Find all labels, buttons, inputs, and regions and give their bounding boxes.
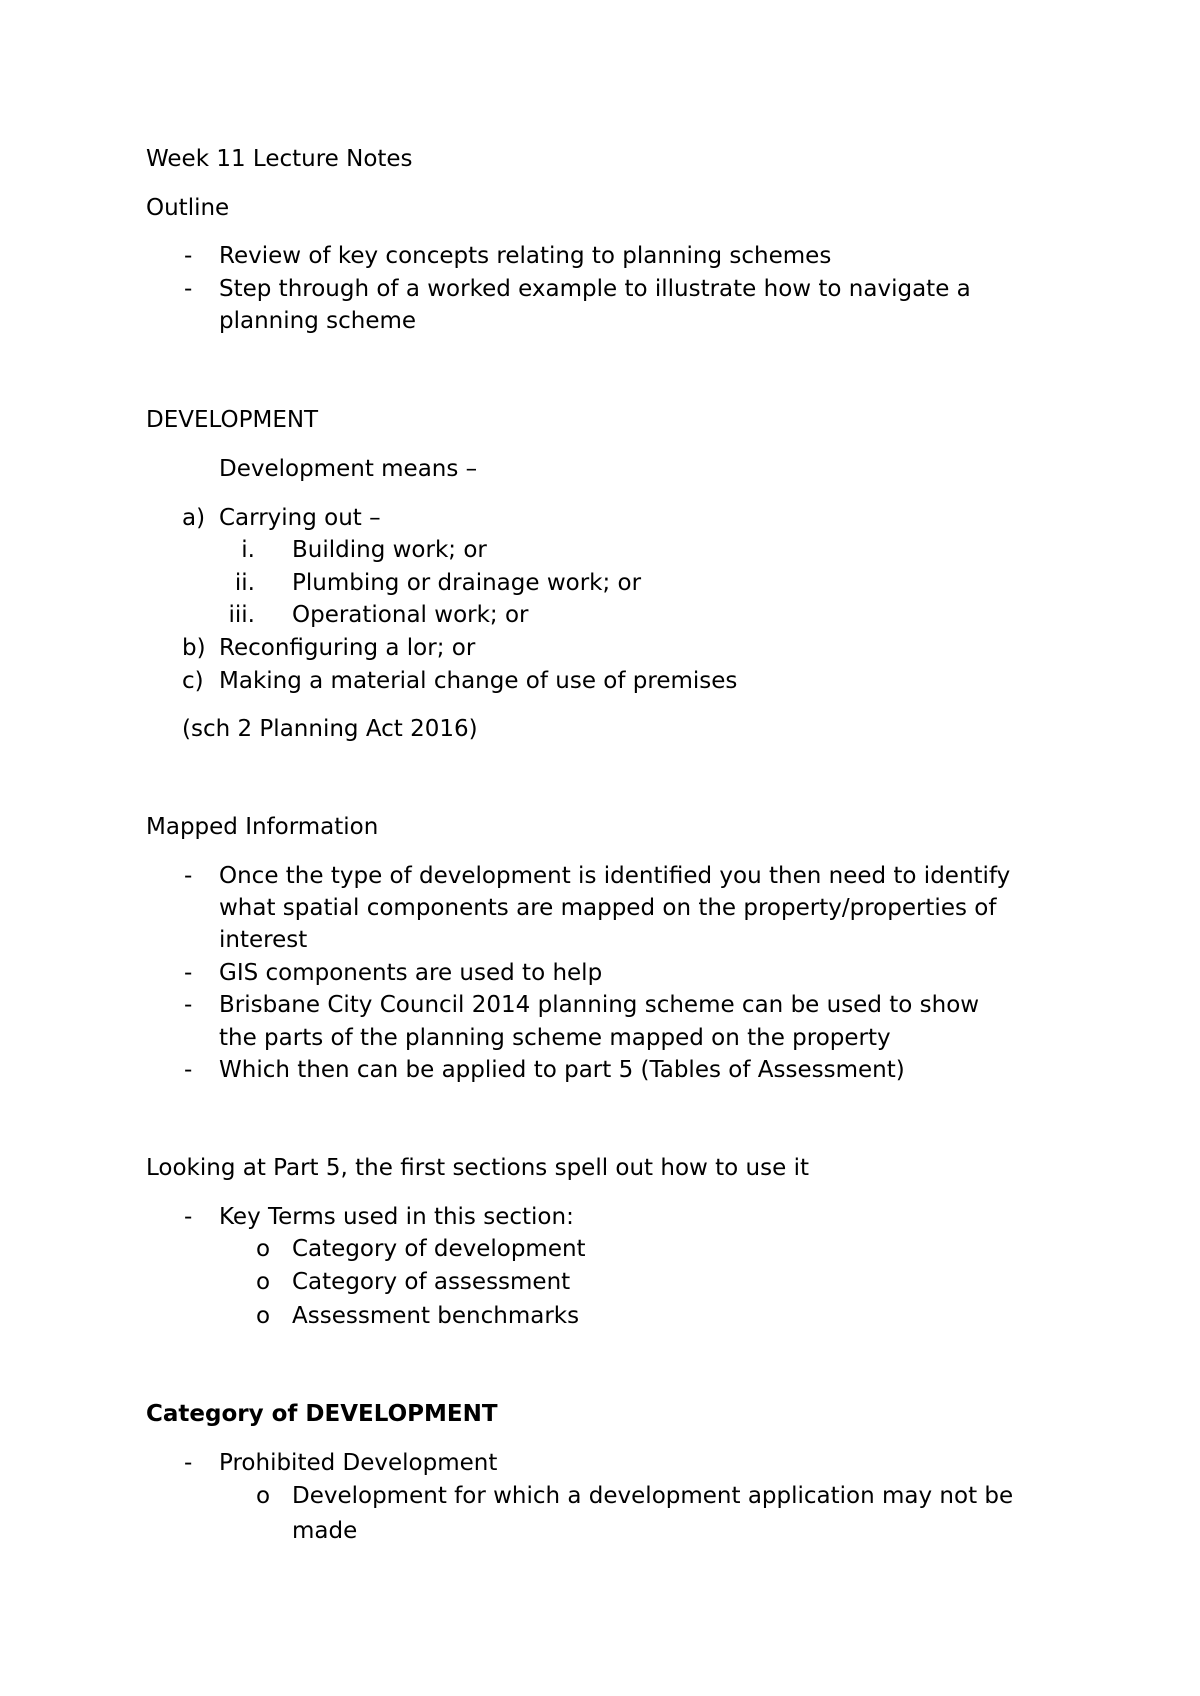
development-item-ii: Plumbing or drainage work; or <box>292 570 642 596</box>
category-subitem: Development for which a development application may not be <box>292 1483 1014 1509</box>
category-item: Prohibited Development <box>219 1450 498 1476</box>
bullet-dash: - <box>184 1450 193 1476</box>
list-marker-i: i. <box>241 537 255 563</box>
mapped-item-1-cont: interest <box>219 927 308 953</box>
mapped-heading: Mapped Information <box>146 814 379 840</box>
bullet-dash: - <box>184 992 193 1018</box>
part5-item: Key Terms used in this section: <box>219 1204 574 1230</box>
outline-heading: Outline <box>146 195 230 221</box>
category-heading: Category of DEVELOPMENT <box>146 1401 498 1427</box>
bullet-circle: o <box>256 1236 271 1262</box>
bullet-dash: - <box>184 1204 193 1230</box>
bullet-circle: o <box>256 1483 271 1509</box>
bullet-circle: o <box>256 1303 271 1329</box>
mapped-item-1: Once the type of development is identified you then need to identify <box>219 863 1011 889</box>
bullet-circle: o <box>256 1269 271 1295</box>
bullet-dash: - <box>184 276 193 302</box>
mapped-item-4: Which then can be applied to part 5 (Tables of Assessment) <box>219 1057 905 1083</box>
mapped-item-3-cont: the parts of the planning scheme mapped on the property <box>219 1025 891 1051</box>
bullet-dash: - <box>184 863 193 889</box>
list-marker-a: a) <box>182 505 206 531</box>
part5-heading: Looking at Part 5, the first sections spell out how to use it <box>146 1155 809 1181</box>
bullet-dash: - <box>184 1057 193 1083</box>
outline-item-2-cont: planning scheme <box>219 308 417 334</box>
list-marker-ii: ii. <box>234 570 255 596</box>
development-source: (sch 2 Planning Act 2016) <box>182 716 478 742</box>
bullet-dash: - <box>184 960 193 986</box>
part5-subitem-1: Category of development <box>292 1236 586 1262</box>
development-item-i: Building work; or <box>292 537 487 563</box>
development-item-iii: Operational work; or <box>292 602 529 628</box>
list-marker-b: b) <box>182 635 206 661</box>
list-marker-c: c) <box>182 668 204 694</box>
category-subitem-cont: made <box>292 1518 358 1544</box>
mapped-item-1-cont: what spatial components are mapped on the property/properties of <box>219 895 997 921</box>
development-heading: DEVELOPMENT <box>146 407 319 433</box>
bullet-dash: - <box>184 243 193 269</box>
part5-subitem-2: Category of assessment <box>292 1269 571 1295</box>
mapped-item-3: Brisbane City Council 2014 planning scheme can be used to show <box>219 992 980 1018</box>
development-item-b: Reconfiguring a lor; or <box>219 635 476 661</box>
outline-item-2: Step through of a worked example to illustrate how to navigate a <box>219 276 971 302</box>
development-item-c: Making a material change of use of premises <box>219 668 738 694</box>
development-item-a: Carrying out – <box>219 505 381 531</box>
list-marker-iii: iii. <box>228 602 255 628</box>
mapped-item-2: GIS components are used to help <box>219 960 603 986</box>
part5-subitem-3: Assessment benchmarks <box>292 1303 580 1329</box>
outline-item-1: Review of key concepts relating to planning schemes <box>219 243 832 269</box>
development-intro: Development means – <box>219 456 478 482</box>
document-title: Week 11 Lecture Notes <box>146 146 413 172</box>
